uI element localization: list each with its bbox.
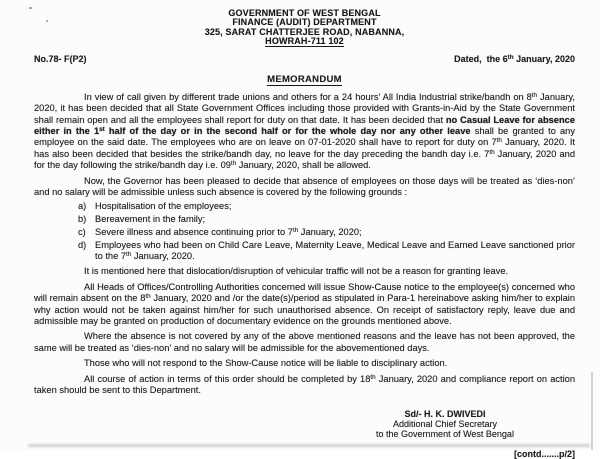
document-body (34, 9, 575, 459)
letterhead-government: GOVERNMENT OF WEST BENGAL (228, 8, 381, 18)
list-item (78, 214, 575, 225)
list-item-text: Severe illness and absence continuing prior to 7th January, 2020; (95, 227, 362, 238)
grounds-list (78, 201, 575, 262)
memo-date: Dated, the 6th January, 2020 (454, 53, 575, 64)
list-item (78, 240, 575, 263)
paragraph-not-covered: Where the absence is not covered by any of the above mentioned reasons and the leave has not been approved, the same will be treated as ‘dies-non’ and no salary will be admissible for the abovementioned days. (34, 331, 575, 353)
list-item-label: b) (78, 214, 87, 225)
list-item-label: c) (78, 227, 86, 238)
list-item (78, 227, 575, 238)
signature-designation: Additional Chief Secretary (392, 418, 498, 429)
signature-organisation: to the Government of West Bengal (376, 429, 514, 440)
paragraph-vehicular-traffic: It is mentioned here that dislocation/disruption of vehicular traffic will not be a reason for granting leave. (84, 266, 509, 277)
memo-title: MEMORANDUM (267, 73, 342, 85)
list-item-label: a) (78, 201, 87, 212)
list-item-text: Bereavement in the family; (95, 214, 206, 225)
paragraph-show-cause: All Heads of Offices/Controlling Authorities concerned will issue Show-Cause notice to the employee(s) concerned who will remain absent on the 8th January, 2020 and /or the date(s)/period as stipulated in Para-1 hereinabove asking him/her to explain why action would not be taken against him/her for such unauthorised absence. On receipt of satisfactory reply, leave due and admissible may be granted on production of documentary evidence on the grounds mentioned above. (34, 281, 576, 327)
scan-speck (29, 7, 32, 9)
list-item-text: Hospitalisation of the employees; (95, 201, 232, 212)
continuation-note: [contd.......p/2] (514, 448, 575, 459)
scan-edge-vertical (591, 372, 593, 450)
footer-row (34, 449, 575, 459)
paragraph-compliance: All course of action in terms of this order should be completed by 18th January, 2020 and compliance report on action taken should be sent to this Department. (34, 373, 576, 396)
paragraph-disciplinary: Those who will not respond to the Show-Cause notice will be liable to disciplinary action. (84, 358, 448, 369)
signature-block (367, 409, 523, 440)
paragraph-dies-non: Now, the Governor has been pleased to decide that absence of employees on those days will be treated as ‘dies-non’ and no salary will be admissible unless such absence is covered by the following grounds : (34, 175, 575, 198)
letterhead-address: 325, SARAT CHATTERJEE ROAD, NABANNA, (204, 26, 405, 37)
list-item (78, 201, 575, 212)
list-item-label: d) (78, 239, 87, 250)
signature-name: Sd/- H. K. DWIVEDI (404, 408, 486, 419)
reference-row (34, 54, 575, 64)
title-row (34, 69, 575, 87)
letterhead-department: FINANCE (AUDIT) DEPARTMENT (232, 17, 377, 28)
letterhead-city: HOWRAH-711 102 (265, 36, 344, 47)
memo-number: No.78- F(P2) (34, 53, 87, 64)
paragraph-strike-notice: In view of call given by different trade unions and others for a 24 hours’ All India Industrial strike/bandh on 8th January, 2020, it has been decided that all State Government Offices including those provided with Grants-in-Aid by the State Government shall remain open and all the employees shall report for duty on that date. It has been decided that no Casual Leave for absence either in the 1st half of the day or in the second half or for the whole day nor any other leave shall be granted to any employee on the said date. The employees who are on leave on 07-01-2020 shall have to report for duty on 7th January, 2020. It has also been decided that besides the strike/bandh day, no leave for the day preceding the bandh day i.e. 7th January, 2020 and for the day following the strike/bandh day i.e. 09th January, 2020, shall be allowed. (34, 91, 575, 171)
list-item-text: Employees who had been on Child Care Leave, Maternity Leave, Medical Leave and Earned Leave sanctioned prior to the 7th January, 2020. (95, 239, 575, 262)
letterhead (34, 9, 575, 47)
